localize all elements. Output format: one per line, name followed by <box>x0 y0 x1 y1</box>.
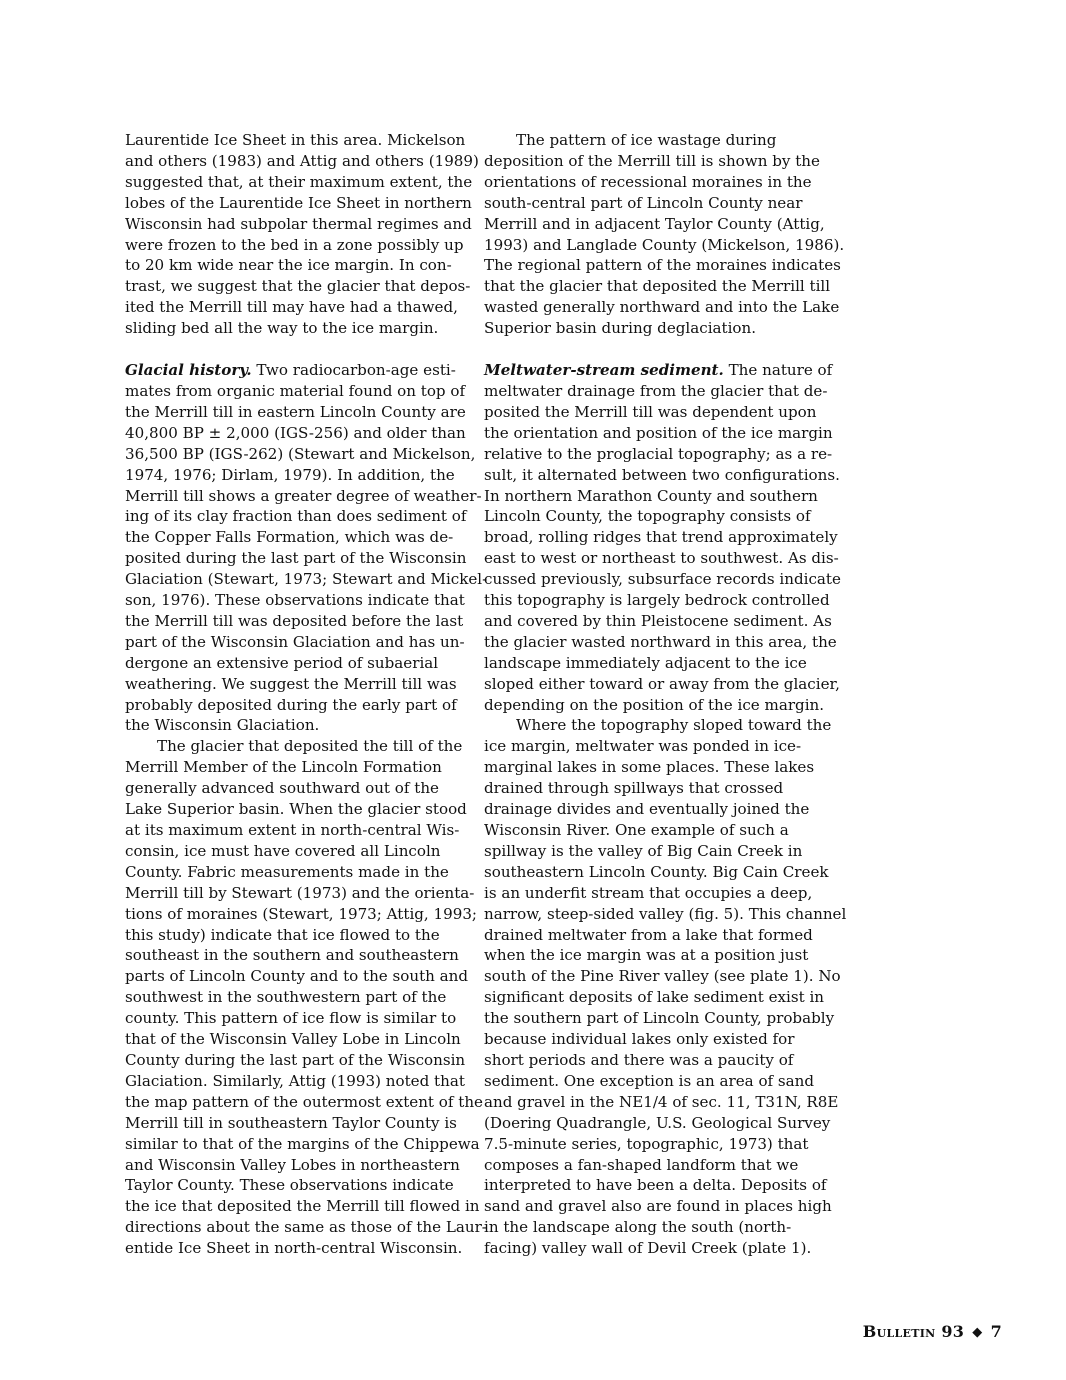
page-footer <box>863 1322 1002 1341</box>
paragraph-gap <box>125 339 465 360</box>
paragraph-ice-wastage: The pattern of ice wastage during deposition of the Merrill till is shown by the orientations of recessional moraines in the south-central part of Lincoln County near Merrill and in adjacent Taylor County (Attig, 1993) and Langlade County (Mickelson, 1986). The regional pattern of the moraines indicates that the glacier that deposited the Merrill till wasted generally northward and into the Lake Superior basin during deglaciation. <box>484 131 845 338</box>
meltwater-sediment-body: The nature of meltwater drainage from the glacier that de- posited the Merrill till was dependent upon the orientation and position of the ice margin relative to the proglacial topography; as a re- sult, it alternated between two configurations. In northern Marathon County and southern Lincoln County, the topography consists of broad, rolling ridges that trend approximately east to west or northeast to southwest. As dis- cussed previously, subsurface records indicate this topography is largely bedrock controlled and covered by thin Pleistocene sediment. As the glacier wasted northward in this area, the landscape immediately adjacent to the ice sloped either toward or away from the glacier, depending on the position of the ice margin. <box>484 361 841 714</box>
paragraph-gap <box>484 339 824 360</box>
right-text-column <box>484 130 847 1259</box>
bulletin-label: Bulletin 93 <box>862 1322 965 1341</box>
diamond-separator-icon: ◆ <box>972 1325 983 1340</box>
page-number: 7 <box>990 1322 1002 1341</box>
left-text-column <box>125 130 488 1259</box>
paragraph-ice-sheet-regimes: Laurentide Ice Sheet in this area. Mickelson and others (1983) and Attig and others (1989) suggested that, at their maximum extent, the lobes of the Laurentide Ice Sheet in northern Wisconsin had subpolar thermal regimes and were frozen to the bed in a zone possibly up to 20 km wide near the ice margin. In con- trast, we suggest that the glacier that depos- ited the Merrill till may have had a thawed, sliding bed all the way to the ice margin. <box>125 131 479 338</box>
paragraph-meltwater-sediment <box>484 360 841 715</box>
section-heading-glacial-history: Glacial history. <box>125 361 252 380</box>
paragraph-glacier-advance: The glacier that deposited the till of the Merrill Member of the Lincoln Formation generally advanced southward out of the Lake Superior basin. When the glacier stood at its maximum extent in north-central Wis- consin, ice must have covered all Lincoln County. Fabric measurements made in the Merrill till by Stewart (1973) and the orienta- tions of moraines (Stewart, 1973; Attig, 1993; this study) indicate that ice flowed to the southeast in the southern and southeastern parts of Lincoln County and to the south and southwest in the southwestern part of the county. This pattern of ice flow is similar to that of the Wisconsin Valley Lobe in Lincoln County during the last part of the Wisconsin Glaciation. Similarly, Attig (1993) noted that the map pattern of the outermost extent of the Merrill till in southeastern Taylor County is similar to that of the margins of the Chippewa and Wisconsin Valley Lobes in northeastern Taylor County. These observations indicate the ice that deposited the Merrill till flowed in directions about the same as those of the Laur- entide Ice Sheet in north-central Wisconsin. <box>125 737 487 1258</box>
paragraph-ice-marginal-lakes: Where the topography sloped toward the ice margin, meltwater was ponded in ice- marginal lakes in some places. These lakes drained through spillways that crossed drainage divides and eventually joined the Wisconsin River. One example of such a spillway is the valley of Big Cain Creek in southeastern Lincoln County. Big Cain Creek is an underfit stream that occupies a deep, narrow, steep-sided valley (fig. 5). This channel drained meltwater from a lake that formed when the ice margin was at a position just south of the Pine River valley (see plate 1). No significant deposits of lake sediment exist in the southern part of Lincoln County, probably because individual lakes only existed for short periods and there was a paucity of sediment. One exception is an area of sand and gravel in the NE1/4 of sec. 11, T31N, R8E (Doering Quadrangle, U.S. Geological Survey 7.5-minute series, topographic, 1973) that composes a fan-shaped landform that we interpreted to have been a delta. Deposits of sand and gravel also are found in places high in the landscape along the south (north- facing) valley wall of Devil Creek (plate 1). <box>484 716 847 1258</box>
paragraph-glacial-history <box>125 360 488 736</box>
glacial-history-body: Two radiocarbon-age esti- mates from organic material found on top of the Merrill till in eastern Lincoln County are 40,800 BP ± 2,000 (IGS-256) and older than 36,500 BP (IGS-262) (Stewart and Mickelson, 1974, 1976; Dirlam, 1979). In addition, the Merrill till shows a greater degree of weather- ing of its clay fraction than does sediment of the Copper Falls Formation, which was de- posited during the last part of the Wisconsin Glaciation (Stewart, 1973; Stewart and Mickel- son, 1976). These observations indicate that the Merrill till was deposited before the last part of the Wisconsin Glaciation and has un- dergone an extensive period of subaerial weathering. We suggest the Merrill till was probably deposited during the early part of the Wisconsin Glaciation. <box>125 361 488 735</box>
section-heading-meltwater-sediment: Meltwater-stream sediment. <box>484 361 724 380</box>
